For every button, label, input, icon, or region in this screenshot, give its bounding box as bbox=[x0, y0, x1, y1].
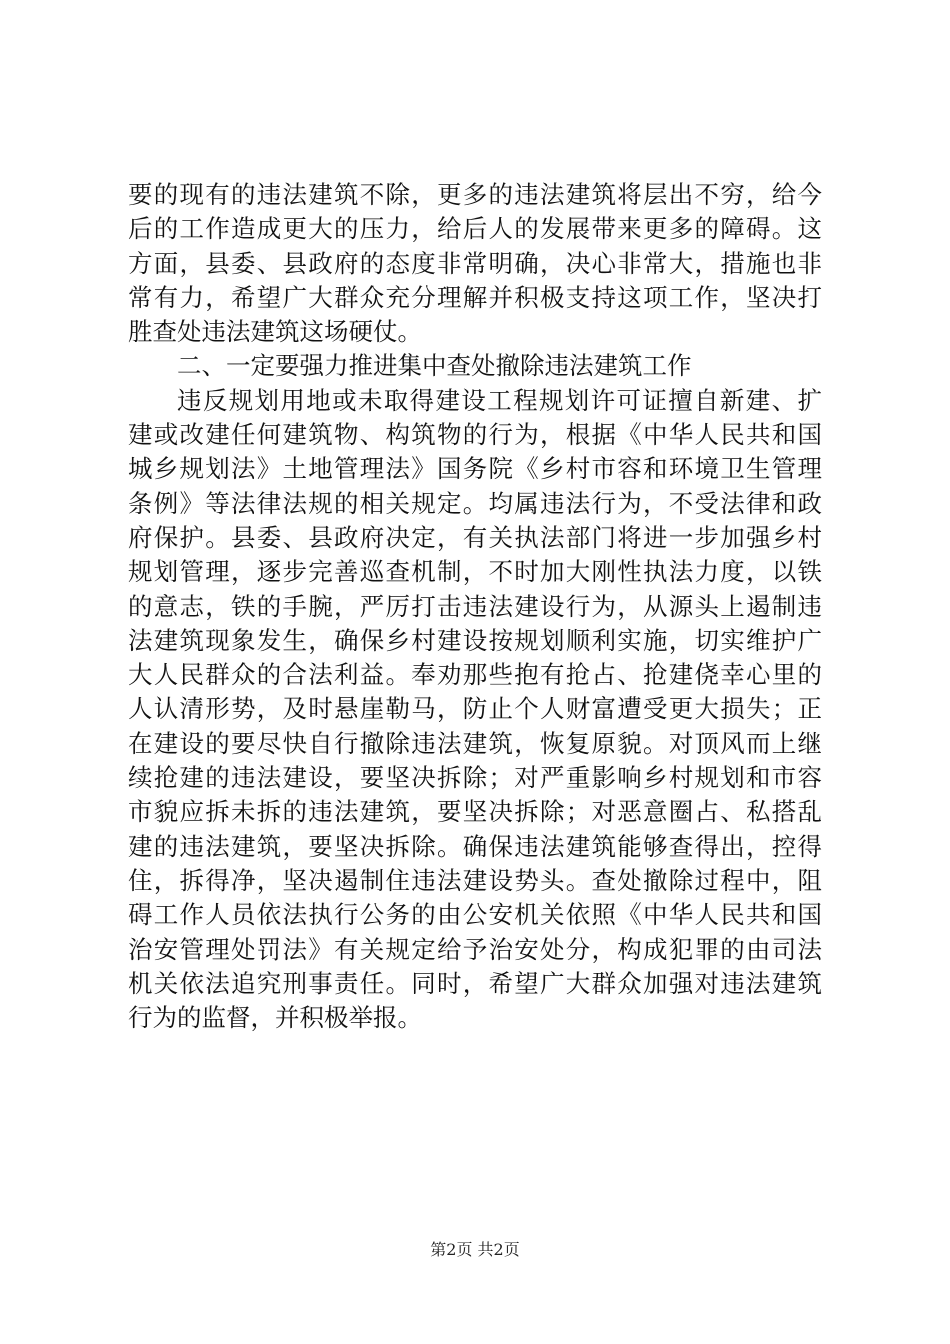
text-line: 要的现有的违法建筑不除，更多的违法建筑将层出不穷，给今 bbox=[128, 180, 822, 209]
text-line: 胜查处违法建筑这场硬仗。 bbox=[128, 317, 422, 347]
text-line: 条例》等法律法规的相关规定。均属违法行为，不受法律和政 bbox=[128, 488, 822, 518]
page-number: 第2页 共2页 bbox=[430, 1240, 520, 1259]
text-line: 府保护。县委、县政府决定，有关执法部门将进一步加强乡村 bbox=[128, 522, 822, 552]
text-line: 在建设的要尽快自行撤除违法建筑，恢复原貌。对顶风而上继 bbox=[128, 728, 822, 758]
text-line: 建或改建任何建筑物、构筑物的行为，根据《中华人民共和国 bbox=[128, 420, 822, 450]
text-line: 规划管理，逐步完善巡查机制，不时加大刚性执法力度，以铁 bbox=[128, 557, 822, 587]
paragraph-section-two bbox=[128, 384, 822, 1036]
text-line: 大人民群众的合法利益。奉劝那些抱有抢占、抢建侥幸心里的 bbox=[128, 660, 822, 690]
paragraph-continuation bbox=[128, 178, 822, 349]
text-line: 续抢建的违法建设，要坚决拆除；对严重影响乡村规划和市容 bbox=[128, 763, 822, 793]
text-line: 方面，县委、县政府的态度非常明确，决心非常大，措施也非 bbox=[128, 248, 822, 278]
text-line: 行为的监督，并积极举报。 bbox=[128, 1003, 422, 1033]
text-line: 法建筑现象发生，确保乡村建设按规划顺利实施，切实维护广 bbox=[128, 625, 822, 655]
text-line: 建的违法建筑，要坚决拆除。确保违法建筑能够查得出，控得 bbox=[128, 831, 822, 861]
text-line: 治安管理处罚法》有关规定给予治安处分，构成犯罪的由司法 bbox=[128, 934, 822, 964]
text-line: 违反规划用地或未取得建设工程规划许可证擅自新建、扩 bbox=[177, 385, 822, 415]
text-line: 后的工作造成更大的压力，给后人的发展带来更多的障碍。这 bbox=[128, 214, 822, 244]
text-line: 碍工作人员依法执行公务的由公安机关依照《中华人民共和国 bbox=[128, 900, 822, 930]
text-line: 常有力，希望广大群众充分理解并积极支持这项工作，坚决打 bbox=[128, 282, 822, 312]
text-line: 住，拆得净，坚决遏制住违法建设势头。查处撤除过程中，阻 bbox=[128, 865, 822, 895]
text-line: 市貌应拆未拆的违法建筑，要坚决拆除；对恶意圈占、私搭乱 bbox=[128, 797, 822, 827]
text-line: 人认清形势，及时悬崖勒马，防止个人财富遭受更大损失；正 bbox=[128, 694, 822, 724]
text-line: 城乡规划法》土地管理法》国务院《乡村市容和环境卫生管理 bbox=[128, 454, 822, 484]
document-body bbox=[128, 178, 822, 1035]
text-line: 机关依法追究刑事责任。同时，希望广大群众加强对违法建筑 bbox=[128, 968, 822, 998]
section-heading: 二、一定要强力推进集中查处撤除违法建筑工作 bbox=[177, 351, 692, 381]
text-line: 的意志，铁的手腕，严厉打击违法建设行为，从源头上遏制违 bbox=[128, 591, 822, 621]
page-footer bbox=[0, 1238, 950, 1262]
